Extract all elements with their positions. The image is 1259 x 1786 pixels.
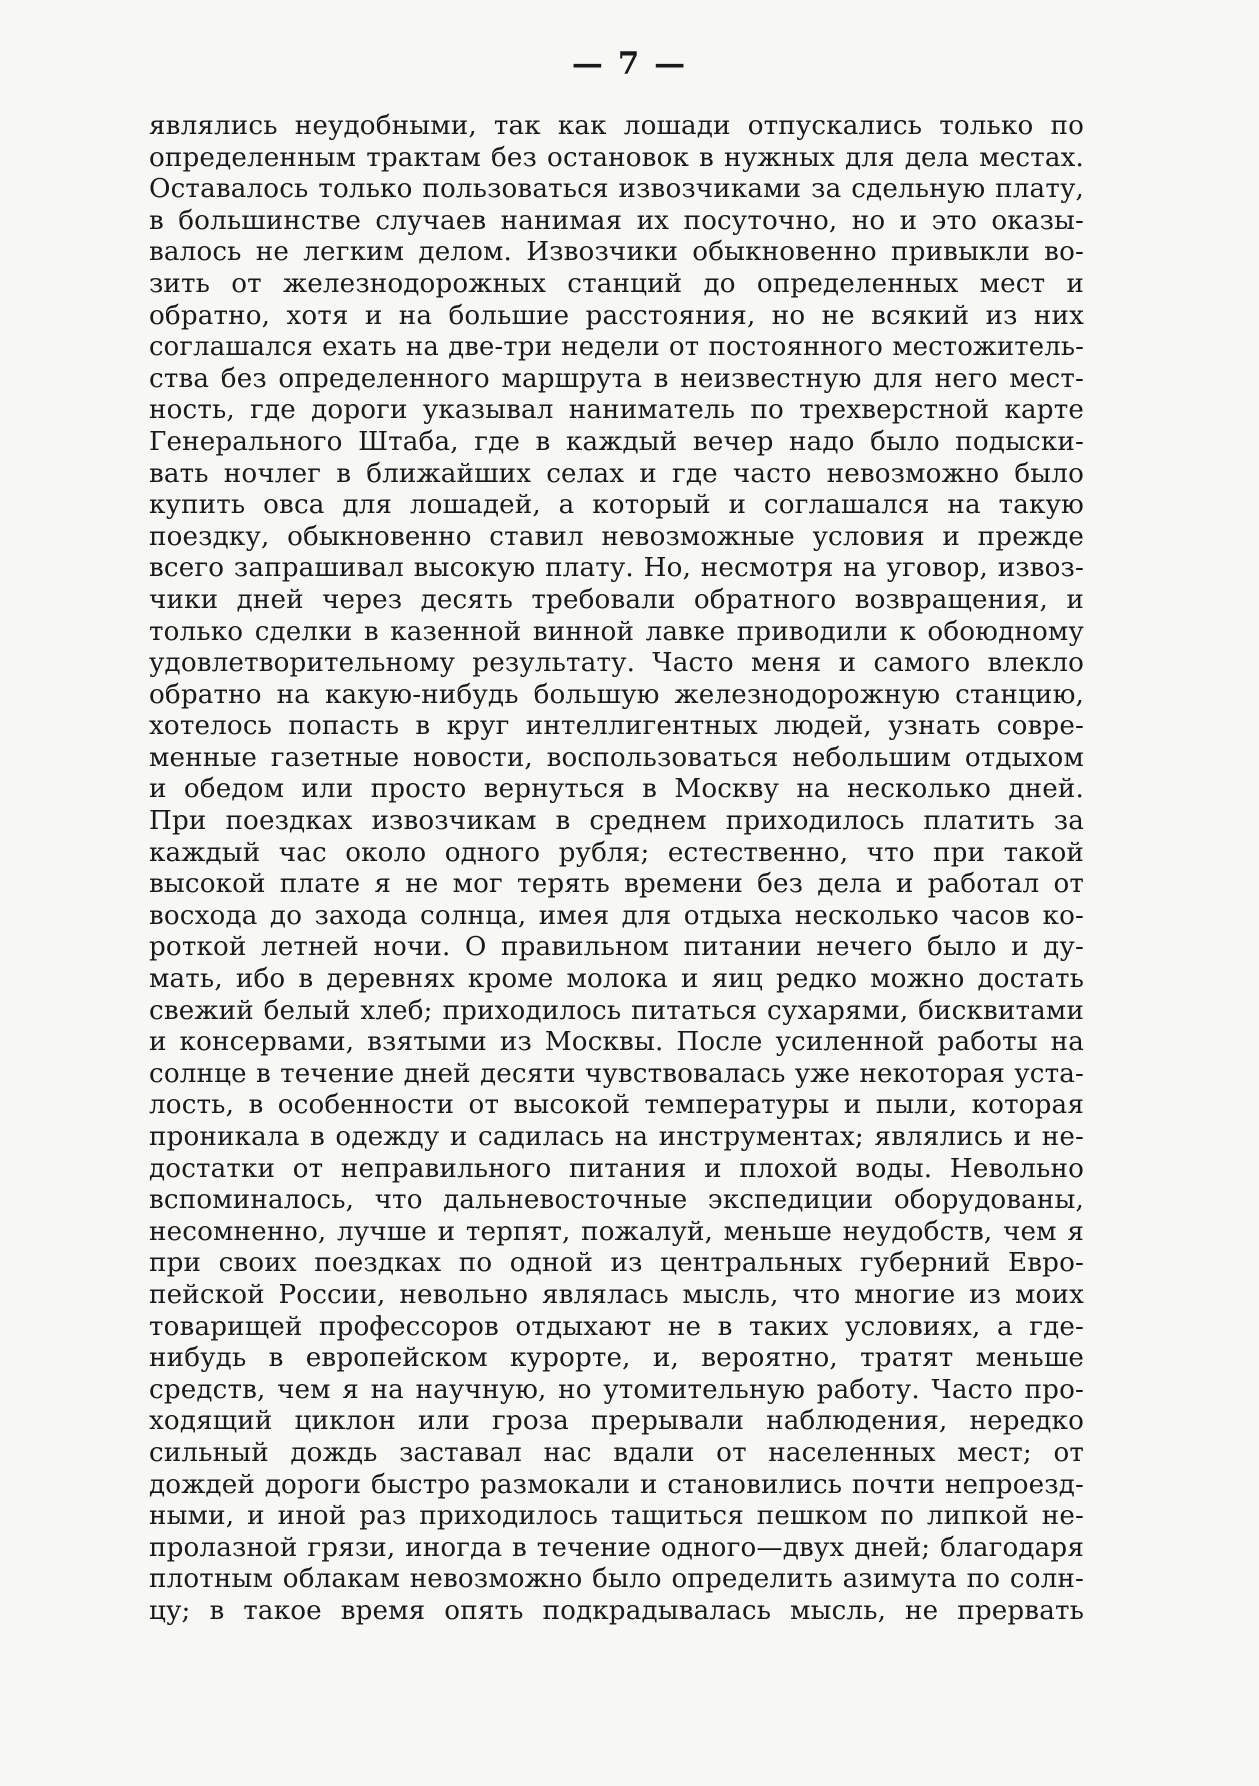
- text-line: зить от железнодорожных станций до определенных мест и: [149, 268, 1084, 299]
- text-line: сильный дождь заставал нас вдали от населенных мест; от: [149, 1437, 1084, 1468]
- text-line: вать ночлег в ближайших селах и где часто невозможно было: [149, 458, 1084, 489]
- text-line: ходящий циклон или гроза прерывали наблюдения, нередко: [149, 1406, 1084, 1437]
- text-line: и консервами, взятыми из Москвы. После усиленной работы на: [149, 1027, 1084, 1058]
- text-line: менные газетные новости, воспользоваться небольшим отдыхом: [149, 742, 1084, 773]
- text-line: достатки от неправильного питания и плохой воды. Невольно: [149, 1153, 1084, 1184]
- text-line: соглашался ехать на две-три недели от постоянного местожитель-: [149, 332, 1084, 363]
- text-line: мать, ибо в деревнях кроме молока и яиц редко можно достать: [149, 964, 1084, 995]
- text-line: определенным трактам без остановок в нужных для дела местах.: [149, 142, 1084, 173]
- text-line: цу; в такое время опять подкрадывалась мысль, не прервать: [149, 1595, 1084, 1626]
- text-line: лость, в особенности от высокой температуры и пыли, которая: [149, 1090, 1084, 1121]
- text-line: купить овса для лошадей, а который и соглашался на такую: [149, 490, 1084, 521]
- text-line: удовлетворительному результату. Часто меня и самого влекло: [149, 648, 1084, 679]
- text-line: чики дней через десять требовали обратного возвращения, и: [149, 584, 1084, 615]
- text-line: всего запрашивал высокую плату. Но, несмотря на уговор, извоз-: [149, 553, 1084, 584]
- text-line: высокой плате я не мог терять времени без дела и работал от: [149, 869, 1084, 900]
- text-line: в большинстве случаев нанимая их посуточно, но и это оказы-: [149, 205, 1084, 236]
- text-line: солнце в течение дней десяти чувствовалась уже некоторая уста-: [149, 1058, 1084, 1089]
- text-line: обратно на какую-нибудь большую железнодорожную станцию,: [149, 679, 1084, 710]
- text-line: ства без определенного маршрута в неизвестную для него мест-: [149, 363, 1084, 394]
- text-line: несомненно, лучше и терпят, пожалуй, меньше неудобств, чем я: [149, 1216, 1084, 1247]
- text-line: вспоминалось, что дальневосточные экспедиции оборудованы,: [149, 1185, 1084, 1216]
- text-line: ность, где дороги указывал наниматель по трехверстной карте: [149, 395, 1084, 426]
- text-line: и обедом или просто вернуться в Москву на несколько дней.: [149, 774, 1084, 805]
- page-number: — 7 —: [571, 46, 688, 82]
- text-line: товарищей профессоров отдыхают не в таких условиях, а где-: [149, 1311, 1084, 1342]
- text-line: каждый час около одного рубля; естественно, что при такой: [149, 837, 1084, 868]
- text-line: пейской России, невольно являлась мысль, что многие из моих: [149, 1279, 1084, 1310]
- text-line: свежий белый хлеб; приходилось питаться сухарями, бисквитами: [149, 995, 1084, 1026]
- text-line: Оставалось только пользоваться извозчиками за сдельную плату,: [149, 174, 1084, 205]
- text-line: обратно, хотя и на большие расстояния, но не всякий из них: [149, 300, 1084, 331]
- text-line: являлись неудобными, так как лошади отпускались только по: [149, 111, 1084, 141]
- text-line: проникала в одежду и садилась на инструментах; являлись и не-: [149, 1122, 1084, 1152]
- body-text: [149, 111, 1084, 1628]
- text-line: валось не легким делом. Извозчики обыкновенно привыкли во-: [149, 237, 1084, 268]
- text-line: только сделки в казенной винной лавке приводили к обоюдному: [149, 616, 1084, 647]
- text-line: поездку, обыкновенно ставил невозможные условия и прежде: [149, 521, 1084, 552]
- text-line: роткой летней ночи. О правильном питании нечего было и ду-: [149, 932, 1084, 963]
- text-line: Генерального Штаба, где в каждый вечер надо было подыски-: [149, 426, 1084, 457]
- text-line: плотным облакам невозможно было определить азимута по солн-: [149, 1564, 1084, 1595]
- text-line: хотелось попасть в круг интеллигентных людей, узнать совре-: [149, 711, 1084, 742]
- text-line: При поездках извозчикам в среднем приходилось платить за: [149, 806, 1084, 837]
- text-line: дождей дороги быстро размокали и становились почти непроезд-: [149, 1469, 1084, 1500]
- text-line: средств, чем я на научную, но утомительную работу. Часто про-: [149, 1374, 1084, 1405]
- text-line: ными, и иной раз приходилось тащиться пешком по липкой не-: [149, 1501, 1084, 1532]
- text-line: восхода до захода солнца, имея для отдыха несколько часов ко-: [149, 900, 1084, 931]
- text-line: при своих поездках по одной из центральных губерний Евро-: [149, 1248, 1084, 1279]
- text-line: пролазной грязи, иногда в течение одного—двух дней; благодаря: [149, 1532, 1084, 1563]
- text-line: нибудь в европейском курорте, и, вероятно, тратят меньше: [149, 1343, 1084, 1374]
